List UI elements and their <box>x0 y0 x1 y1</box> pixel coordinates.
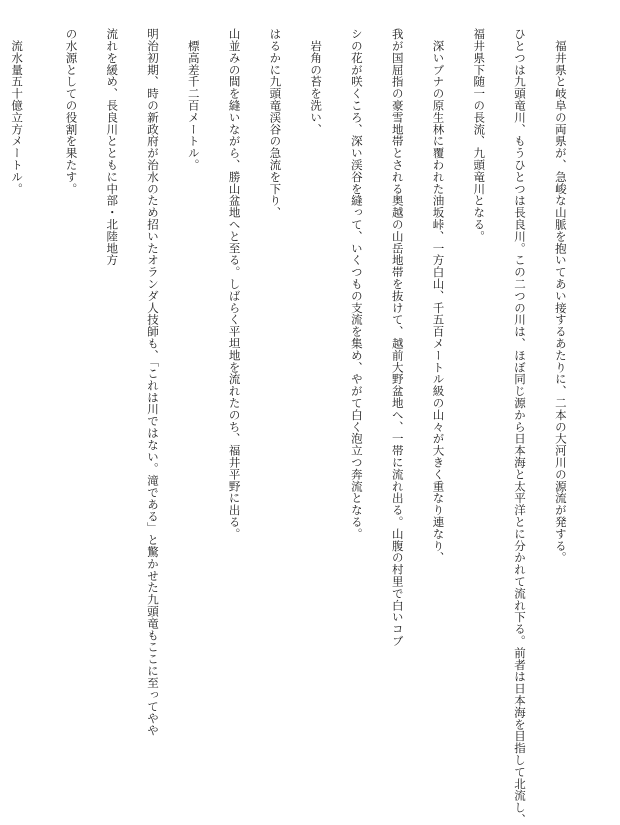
paragraph-1-line-1: 福井県と岐阜の両県が、急峻な山脈を抱いてあい接するあたりに、二本の大河川の源流が発する。 <box>553 28 568 564</box>
paragraph-1-line-2: ひとつは九頭竜川、もうひとつは長良川。この二つの川は、ほぼ同じ源から日本海と太平洋とに分かれて流れ下る。前者は日本海を目指して北流し、 <box>513 28 528 825</box>
paragraph-1-line-8: はるかに九頭竜渓谷の急流を下り、 <box>268 28 283 219</box>
paragraph-1-line-6: シの花が咲くころ、深い渓谷を縫って、いくつもの支流を集め、やがて白く泡立つ奔流となる。 <box>349 28 364 540</box>
paragraph-1-line-5: 我が国屈指の豪雪地帯とされる奥越の山岳地帯を抜けて、越前大野盆地へ、一帯に流れ出る。山腹の村里で白いコブ <box>390 28 405 647</box>
paragraph-1-line-9: 山並みの間を縫いながら、勝山盆地へと至る。しばらく平坦地を流れたのち、福井平野に出る。 <box>227 28 242 540</box>
paragraph-1-line-12: 流れを緩め、長良川とともに中部・北陸地方 <box>105 28 120 266</box>
paragraph-1-line-4: 深いブナの原生林に覆われた油坂峠、一方白山、千五百メートル級の山々が大きく重なり連なり、 <box>431 28 446 564</box>
paragraph-2-line-1: 流水量五十億立方メートル。 <box>10 28 25 195</box>
vertical-text-block <box>0 28 594 825</box>
paragraph-1-line-10: 標高差千二百メートル。 <box>186 28 201 171</box>
paragraph-1-line-7: 岩角の苔を洗い、 <box>309 28 324 136</box>
paragraph-1-line-13: の水源としての役割を果たす。 <box>64 28 79 195</box>
paragraph-1-line-11: 明治初期、時の新政府が治水のため招いたオランダ人技師も、「これは川ではない。滝である」と驚かせた九頭竜もここに至ってやや <box>146 28 160 737</box>
paragraph-1-line-3: 福井県下随一の長流、九頭竜川となる。 <box>472 28 487 243</box>
